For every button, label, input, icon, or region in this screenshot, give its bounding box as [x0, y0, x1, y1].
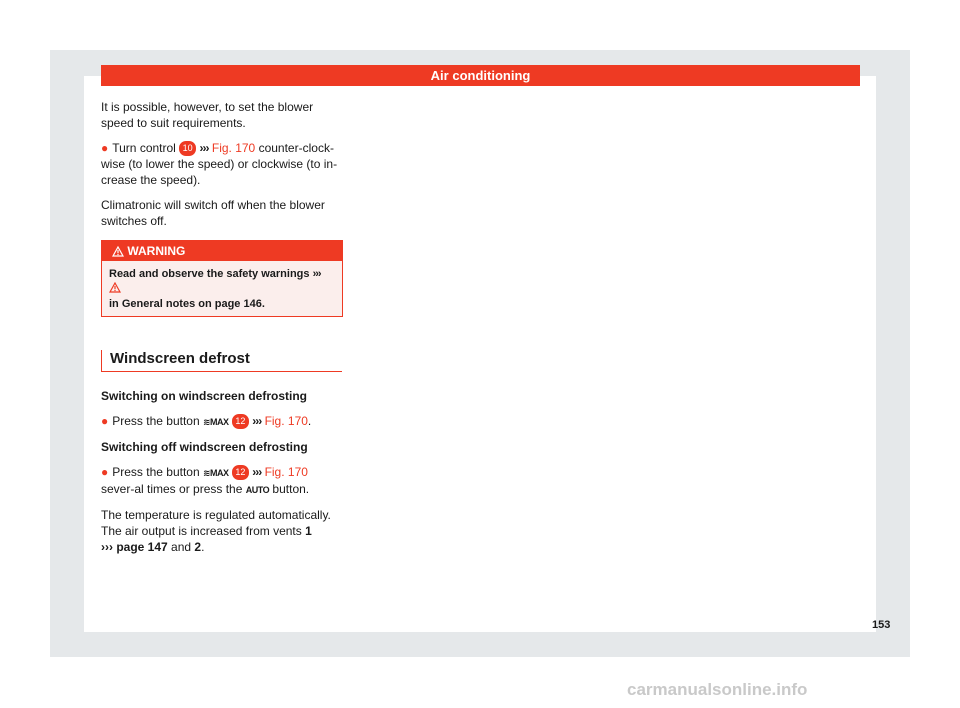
control-number-badge: 10 [179, 141, 196, 156]
control-number-badge: 12 [232, 414, 249, 429]
para-text: The temperature is regulated automatically. The air output is increased from vents [101, 508, 331, 538]
watermark: carmanualsonline.info [627, 680, 808, 699]
bullet-icon: ● [101, 465, 109, 479]
warning-body [102, 261, 342, 316]
bullet-text: sever-al times or press the [101, 482, 243, 496]
bullet-icon: ● [101, 141, 109, 155]
bullet-text: Turn control [112, 141, 176, 155]
vent-number: 1 [305, 524, 312, 538]
warning-triangle-icon [112, 243, 124, 263]
bullet-icon: ● [101, 414, 109, 428]
vents-paragraph [101, 507, 343, 555]
ref-arrows: ››› [252, 465, 262, 479]
auto-button-icon: AUTO [245, 485, 270, 495]
bullet-turn-control [101, 140, 343, 188]
defrost-max-icon: ≋MAX [202, 417, 229, 427]
bullet-text-end: button. [272, 482, 310, 496]
page-link[interactable]: ››› page 147 [101, 540, 168, 554]
bullet-press-defrost-on [101, 413, 343, 430]
intro-paragraph: It is possible, however, to set the blower speed to suit requirements. [101, 100, 314, 130]
ref-arrows: ››› [312, 268, 321, 280]
defrost-max-icon: ≋MAX [202, 468, 229, 478]
header-title: Air conditioning [430, 68, 531, 83]
bullet-text: Press the button [112, 414, 200, 428]
warning-link-text[interactable]: in General notes on page 146. [109, 298, 265, 310]
fig-link[interactable]: Fig. 170 [264, 414, 308, 428]
warning-box [101, 240, 343, 317]
bullet-text: Press the button [112, 465, 200, 479]
warning-header [102, 241, 342, 261]
punct: . [201, 540, 205, 554]
fig-link[interactable]: Fig. 170 [264, 465, 308, 479]
bullet-text-end: counter-clock-wise (to lower the speed) or clockwise (to in-crease the speed). [101, 141, 338, 187]
bullet-press-defrost-off [101, 464, 343, 498]
climatronic-paragraph: Climatronic will switch off when the blower switches off. [101, 198, 325, 228]
page-number: 153 [872, 619, 891, 631]
para-text: and [171, 540, 192, 554]
fig-link[interactable]: Fig. 170 [211, 141, 256, 155]
warning-text: Read and observe the safety warnings [109, 268, 310, 280]
section-header [101, 65, 860, 86]
ref-arrows: ››› [199, 141, 209, 155]
warning-title: WARNING [127, 244, 186, 258]
ref-arrows: ››› [252, 414, 262, 428]
section-title: Windscreen defrost [101, 350, 342, 372]
warning-triangle-icon[interactable] [109, 282, 121, 297]
punct: . [307, 414, 312, 428]
subheading-off: Switching off windscreen defrosting [101, 440, 308, 454]
subheading-on: Switching on windscreen defrosting [101, 389, 308, 403]
control-number-badge: 12 [232, 465, 249, 480]
vent-number: 2 [194, 540, 202, 554]
text-column [101, 99, 343, 564]
